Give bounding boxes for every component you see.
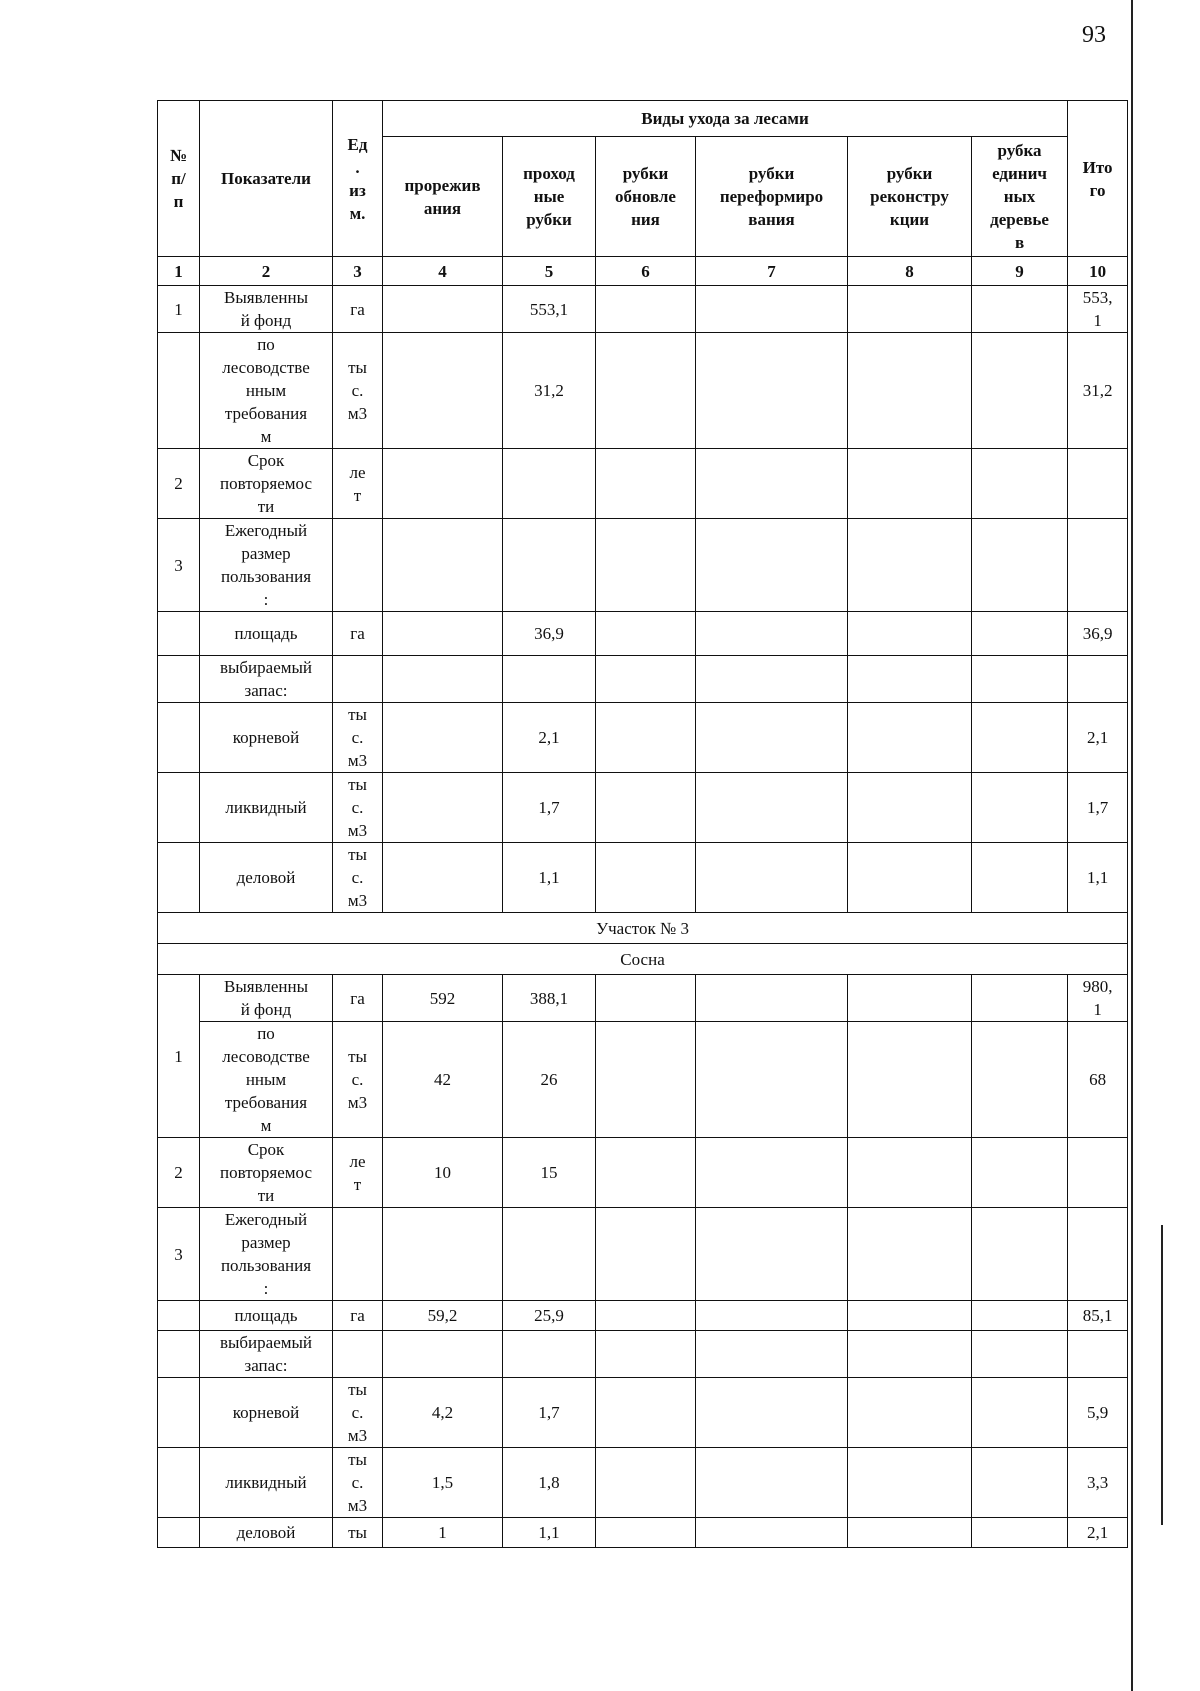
table-row: [158, 1448, 1128, 1518]
passage-cutting-cell: [503, 1331, 596, 1378]
unit-cell: ты с. м3: [333, 333, 383, 449]
passage-cutting-cell: 31,2: [503, 333, 596, 449]
table-row: [158, 1331, 1128, 1378]
row-number-cell: [158, 843, 200, 913]
reformation-cutting-cell: [696, 286, 848, 333]
indicator-cell: корневой: [200, 1378, 333, 1448]
renewal-cutting-cell: [596, 333, 696, 449]
single-tree-cutting-cell: [972, 519, 1068, 612]
header-col-num: № п/ п: [158, 101, 200, 257]
unit-cell: ты с. м3: [333, 703, 383, 773]
header-type-single-tree-cutting: рубка единич ных деревье в: [972, 137, 1068, 257]
row-number-cell: [158, 333, 200, 449]
table-row: [158, 286, 1128, 333]
passage-cutting-cell: 25,9: [503, 1301, 596, 1331]
thinning-cell: 592: [383, 975, 503, 1022]
header-type-renewal-cutting: рубки обновле ния: [596, 137, 696, 257]
row-number-cell: [158, 656, 200, 703]
thinning-cell: [383, 1208, 503, 1301]
indicator-cell: ликвидный: [200, 773, 333, 843]
reconstruction-cutting-cell: [848, 843, 972, 913]
unit-cell: га: [333, 612, 383, 656]
total-cell: 3,3: [1068, 1448, 1128, 1518]
section1-rows: [158, 286, 1128, 913]
reformation-cutting-cell: [696, 1022, 848, 1138]
row-number-cell: [158, 703, 200, 773]
reformation-cutting-cell: [696, 612, 848, 656]
page-number: 93: [1082, 22, 1106, 48]
reconstruction-cutting-cell: [848, 1331, 972, 1378]
header-type-reformation-cutting: рубки переформиро вания: [696, 137, 848, 257]
reconstruction-cutting-cell: [848, 773, 972, 843]
thinning-cell: 1: [383, 1518, 503, 1548]
column-number: 2: [200, 257, 333, 286]
table-row: [158, 773, 1128, 843]
single-tree-cutting-cell: [972, 449, 1068, 519]
thinning-cell: [383, 519, 503, 612]
reconstruction-cutting-cell: [848, 1448, 972, 1518]
total-cell: 2,1: [1068, 703, 1128, 773]
single-tree-cutting-cell: [972, 975, 1068, 1022]
reformation-cutting-cell: [696, 519, 848, 612]
table-row: [158, 519, 1128, 612]
unit-cell: ле т: [333, 449, 383, 519]
unit-cell: ты с. м3: [333, 1378, 383, 1448]
passage-cutting-cell: [503, 656, 596, 703]
renewal-cutting-cell: [596, 286, 696, 333]
unit-cell: [333, 1331, 383, 1378]
unit-cell: ле т: [333, 1138, 383, 1208]
row-number-cell: [158, 1331, 200, 1378]
unit-cell: ты с. м3: [333, 1022, 383, 1138]
total-cell: [1068, 1138, 1128, 1208]
total-cell: 68: [1068, 1022, 1128, 1138]
unit-cell: ты с. м3: [333, 1448, 383, 1518]
single-tree-cutting-cell: [972, 612, 1068, 656]
renewal-cutting-cell: [596, 1301, 696, 1331]
passage-cutting-cell: [503, 449, 596, 519]
indicator-cell: деловой: [200, 1518, 333, 1548]
single-tree-cutting-cell: [972, 656, 1068, 703]
renewal-cutting-cell: [596, 843, 696, 913]
section2-title-rows: [158, 913, 1128, 975]
reconstruction-cutting-cell: [848, 975, 972, 1022]
reformation-cutting-cell: [696, 1331, 848, 1378]
row-number-cell: 3: [158, 1208, 200, 1301]
indicator-cell: Выявленны й фонд: [200, 975, 333, 1022]
forest-care-table: [157, 100, 1128, 1548]
unit-cell: га: [333, 1301, 383, 1331]
column-number: 1: [158, 257, 200, 286]
renewal-cutting-cell: [596, 1022, 696, 1138]
renewal-cutting-cell: [596, 1331, 696, 1378]
column-number: 3: [333, 257, 383, 286]
thinning-cell: [383, 612, 503, 656]
reconstruction-cutting-cell: [848, 333, 972, 449]
total-cell: 5,9: [1068, 1378, 1128, 1448]
single-tree-cutting-cell: [972, 703, 1068, 773]
indicator-cell: выбираемый запас:: [200, 1331, 333, 1378]
renewal-cutting-cell: [596, 773, 696, 843]
header-col-total: Ито го: [1068, 101, 1128, 257]
total-cell: 1,7: [1068, 773, 1128, 843]
reformation-cutting-cell: [696, 1301, 848, 1331]
thinning-cell: 1,5: [383, 1448, 503, 1518]
indicator-cell: Ежегодный размер пользования :: [200, 1208, 333, 1301]
reconstruction-cutting-cell: [848, 519, 972, 612]
header-group-title: Виды ухода за лесами: [383, 101, 1068, 137]
species-title: Сосна: [158, 944, 1128, 975]
passage-cutting-cell: [503, 1208, 596, 1301]
table-row: [158, 1378, 1128, 1448]
table-row: [158, 1208, 1128, 1301]
row-number-cell: 1: [158, 975, 200, 1138]
renewal-cutting-cell: [596, 1448, 696, 1518]
renewal-cutting-cell: [596, 1138, 696, 1208]
unit-cell: ты с. м3: [333, 843, 383, 913]
reformation-cutting-cell: [696, 1138, 848, 1208]
reconstruction-cutting-cell: [848, 1378, 972, 1448]
table-row: [158, 449, 1128, 519]
section2-rows: [158, 975, 1128, 1548]
total-cell: 31,2: [1068, 333, 1128, 449]
renewal-cutting-cell: [596, 612, 696, 656]
column-number: 4: [383, 257, 503, 286]
reconstruction-cutting-cell: [848, 1208, 972, 1301]
table-row: [158, 1138, 1128, 1208]
reconstruction-cutting-cell: [848, 612, 972, 656]
reformation-cutting-cell: [696, 656, 848, 703]
thinning-cell: [383, 286, 503, 333]
reformation-cutting-cell: [696, 843, 848, 913]
passage-cutting-cell: 1,1: [503, 1518, 596, 1548]
passage-cutting-cell: 15: [503, 1138, 596, 1208]
reformation-cutting-cell: [696, 975, 848, 1022]
table-row: [158, 1518, 1128, 1548]
indicator-cell: по лесоводстве нным требования м: [200, 333, 333, 449]
table-row: [158, 333, 1128, 449]
indicator-cell: деловой: [200, 843, 333, 913]
table-row: [158, 1301, 1128, 1331]
column-number: 6: [596, 257, 696, 286]
passage-cutting-cell: 36,9: [503, 612, 596, 656]
renewal-cutting-cell: [596, 519, 696, 612]
indicator-cell: по лесоводстве нным требования м: [200, 1022, 333, 1138]
renewal-cutting-cell: [596, 1518, 696, 1548]
reconstruction-cutting-cell: [848, 703, 972, 773]
indicator-cell: Ежегодный размер пользования :: [200, 519, 333, 612]
thinning-cell: 42: [383, 1022, 503, 1138]
total-cell: 36,9: [1068, 612, 1128, 656]
passage-cutting-cell: 1,1: [503, 843, 596, 913]
reconstruction-cutting-cell: [848, 1301, 972, 1331]
total-cell: [1068, 1208, 1128, 1301]
scan-artifact-line: [1161, 1225, 1163, 1525]
reconstruction-cutting-cell: [848, 1022, 972, 1138]
renewal-cutting-cell: [596, 703, 696, 773]
reconstruction-cutting-cell: [848, 656, 972, 703]
row-number-cell: 2: [158, 1138, 200, 1208]
column-number: 9: [972, 257, 1068, 286]
reformation-cutting-cell: [696, 703, 848, 773]
row-number-cell: [158, 1448, 200, 1518]
single-tree-cutting-cell: [972, 1378, 1068, 1448]
renewal-cutting-cell: [596, 975, 696, 1022]
table-row: [158, 843, 1128, 913]
unit-cell: [333, 1208, 383, 1301]
site-title: Участок № 3: [158, 913, 1128, 944]
single-tree-cutting-cell: [972, 1331, 1068, 1378]
passage-cutting-cell: 553,1: [503, 286, 596, 333]
table-row: [158, 612, 1128, 656]
thinning-cell: [383, 449, 503, 519]
unit-cell: га: [333, 286, 383, 333]
header-col-indicators: Показатели: [200, 101, 333, 257]
single-tree-cutting-cell: [972, 773, 1068, 843]
column-numbering-row: [158, 257, 1128, 286]
reformation-cutting-cell: [696, 773, 848, 843]
total-cell: [1068, 519, 1128, 612]
single-tree-cutting-cell: [972, 286, 1068, 333]
thinning-cell: [383, 656, 503, 703]
row-number-cell: [158, 1301, 200, 1331]
reformation-cutting-cell: [696, 1378, 848, 1448]
passage-cutting-cell: 26: [503, 1022, 596, 1138]
thinning-cell: [383, 773, 503, 843]
row-number-cell: 1: [158, 286, 200, 333]
reformation-cutting-cell: [696, 1448, 848, 1518]
indicator-cell: ликвидный: [200, 1448, 333, 1518]
indicator-cell: Выявленны й фонд: [200, 286, 333, 333]
header-col-unit: Ед . из м.: [333, 101, 383, 257]
indicator-cell: Срок повторяемос ти: [200, 449, 333, 519]
unit-cell: [333, 519, 383, 612]
row-number-cell: [158, 1518, 200, 1548]
reconstruction-cutting-cell: [848, 449, 972, 519]
row-number-cell: [158, 773, 200, 843]
reformation-cutting-cell: [696, 449, 848, 519]
row-number-cell: 2: [158, 449, 200, 519]
reconstruction-cutting-cell: [848, 286, 972, 333]
reformation-cutting-cell: [696, 333, 848, 449]
renewal-cutting-cell: [596, 449, 696, 519]
single-tree-cutting-cell: [972, 333, 1068, 449]
row-number-cell: [158, 612, 200, 656]
thinning-cell: [383, 1331, 503, 1378]
table-row: [158, 656, 1128, 703]
indicator-cell: корневой: [200, 703, 333, 773]
passage-cutting-cell: 388,1: [503, 975, 596, 1022]
unit-cell: [333, 656, 383, 703]
total-cell: [1068, 1331, 1128, 1378]
single-tree-cutting-cell: [972, 1518, 1068, 1548]
table-row: [158, 1022, 1128, 1138]
renewal-cutting-cell: [596, 1208, 696, 1301]
single-tree-cutting-cell: [972, 1208, 1068, 1301]
header-type-reconstruction-cutting: рубки реконстру кции: [848, 137, 972, 257]
total-cell: 553, 1: [1068, 286, 1128, 333]
passage-cutting-cell: [503, 519, 596, 612]
column-number: 10: [1068, 257, 1128, 286]
row-number-cell: [158, 1378, 200, 1448]
table-row: [158, 703, 1128, 773]
renewal-cutting-cell: [596, 656, 696, 703]
column-number: 8: [848, 257, 972, 286]
indicator-cell: площадь: [200, 612, 333, 656]
thinning-cell: [383, 843, 503, 913]
single-tree-cutting-cell: [972, 1448, 1068, 1518]
row-number-cell: 3: [158, 519, 200, 612]
thinning-cell: 4,2: [383, 1378, 503, 1448]
thinning-cell: [383, 333, 503, 449]
reformation-cutting-cell: [696, 1518, 848, 1548]
single-tree-cutting-cell: [972, 843, 1068, 913]
indicator-cell: Срок повторяемос ти: [200, 1138, 333, 1208]
reconstruction-cutting-cell: [848, 1518, 972, 1548]
renewal-cutting-cell: [596, 1378, 696, 1448]
single-tree-cutting-cell: [972, 1138, 1068, 1208]
total-cell: 85,1: [1068, 1301, 1128, 1331]
thinning-cell: 59,2: [383, 1301, 503, 1331]
thinning-cell: [383, 703, 503, 773]
column-number: 5: [503, 257, 596, 286]
unit-cell: ты с. м3: [333, 773, 383, 843]
passage-cutting-cell: 1,7: [503, 1378, 596, 1448]
passage-cutting-cell: 1,7: [503, 773, 596, 843]
passage-cutting-cell: 2,1: [503, 703, 596, 773]
total-cell: 2,1: [1068, 1518, 1128, 1548]
total-cell: [1068, 656, 1128, 703]
reformation-cutting-cell: [696, 1208, 848, 1301]
column-number: 7: [696, 257, 848, 286]
thinning-cell: 10: [383, 1138, 503, 1208]
total-cell: [1068, 449, 1128, 519]
passage-cutting-cell: 1,8: [503, 1448, 596, 1518]
unit-cell: ты: [333, 1518, 383, 1548]
indicator-cell: выбираемый запас:: [200, 656, 333, 703]
scan-edge-line: [1131, 0, 1133, 1691]
unit-cell: га: [333, 975, 383, 1022]
reconstruction-cutting-cell: [848, 1138, 972, 1208]
single-tree-cutting-cell: [972, 1022, 1068, 1138]
header-type-passage-cutting: проход ные рубки: [503, 137, 596, 257]
total-cell: 1,1: [1068, 843, 1128, 913]
total-cell: 980, 1: [1068, 975, 1128, 1022]
single-tree-cutting-cell: [972, 1301, 1068, 1331]
header-type-thinning: прорежив ания: [383, 137, 503, 257]
table-row: [158, 975, 1128, 1022]
indicator-cell: площадь: [200, 1301, 333, 1331]
